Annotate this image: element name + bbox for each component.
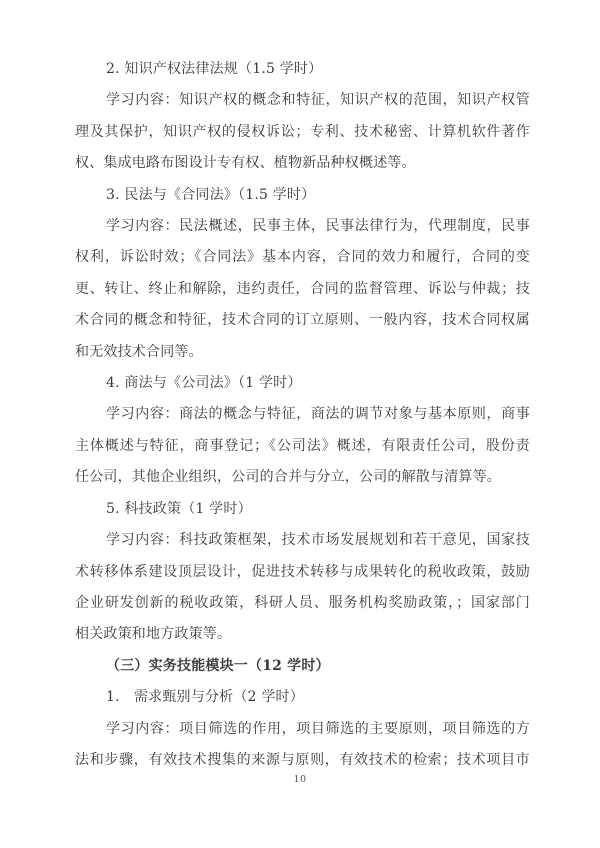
text-line: 学习内容：商法的概念与特征，商法的调节对象与基本原则，商事 bbox=[106, 406, 530, 423]
text-line: 4. 商法与《公司法》（1 学时） bbox=[106, 375, 302, 392]
text-line: 学习内容：知识产权的概念和特征，知识产权的范围，知识产权管 bbox=[106, 92, 530, 109]
text-line: 学习内容：项目筛选的作用，项目筛选的主要原则，项目筛选的方 bbox=[106, 720, 530, 737]
section-heading bbox=[75, 651, 530, 682]
paragraph bbox=[75, 85, 530, 179]
text-line: 任公司，其他企业组织，公司的合并与分立，公司的解散与清算等。 bbox=[75, 469, 501, 486]
page-number: 10 bbox=[293, 774, 307, 785]
text-line: 主体概述与特征，商事登记；《公司法》概述，有限责任公司，股份责 bbox=[75, 437, 530, 454]
text-line: 3. 民法与《合同法》（1.5 学时） bbox=[106, 186, 316, 203]
text-line: 权、集成电路布图设计专有权、植物新品种权概述等。 bbox=[75, 155, 416, 172]
text-line: 权利，诉讼时效；《合同法》基本内容，合同的效力和履行，合同的变 bbox=[75, 249, 530, 266]
text-line: 学习内容：民法概述，民事主体，民事法律行为，代理制度，民事 bbox=[106, 218, 530, 235]
item-heading bbox=[75, 494, 530, 525]
text-line: 相关政策和地方政策等。 bbox=[75, 626, 232, 643]
text-line: 学习内容：科技政策框架，技术市场发展规划和若干意见，国家技 bbox=[106, 532, 530, 549]
text-line: （三）实务技能模块一（12 学时） bbox=[106, 657, 330, 674]
text-line: 法和步骤，有效技术搜集的来源与原则，有效技术的检索；技术项目市 bbox=[75, 751, 530, 768]
paragraph bbox=[75, 399, 530, 493]
text-line: 1. 需求甄别与分析（2 学时） bbox=[106, 689, 304, 706]
text-line: 2. 知识产权法律法规（1.5 学时） bbox=[106, 61, 323, 77]
paragraph bbox=[75, 714, 530, 777]
item-heading bbox=[75, 682, 530, 713]
text-line: 术合同的概念和特征，技术合同的订立原则、一般内容，技术合同权属 bbox=[75, 312, 530, 329]
item-heading bbox=[75, 180, 530, 211]
item-heading bbox=[75, 368, 530, 399]
paragraph bbox=[75, 211, 530, 368]
text-line: 企业研发创新的税收政策，科研人员、服务机构奖励政策，；国家部门 bbox=[75, 594, 530, 611]
paragraph bbox=[75, 525, 530, 651]
text-line: 更、转让、终止和解除，违约责任，合同的监督管理、诉讼与仲裁；技 bbox=[75, 280, 530, 297]
item-heading bbox=[75, 54, 530, 85]
text-line: 理及其保护，知识产权的侵权诉讼；专利、技术秘密、计算机软件著作 bbox=[75, 123, 530, 140]
document-content bbox=[75, 54, 530, 776]
text-line: 术转移体系建设顶层设计，促进技术转移与成果转化的税收政策，鼓励 bbox=[75, 563, 530, 580]
text-line: 和无效技术合同等。 bbox=[75, 343, 203, 360]
text-line: 5. 科技政策（1 学时） bbox=[106, 500, 252, 517]
